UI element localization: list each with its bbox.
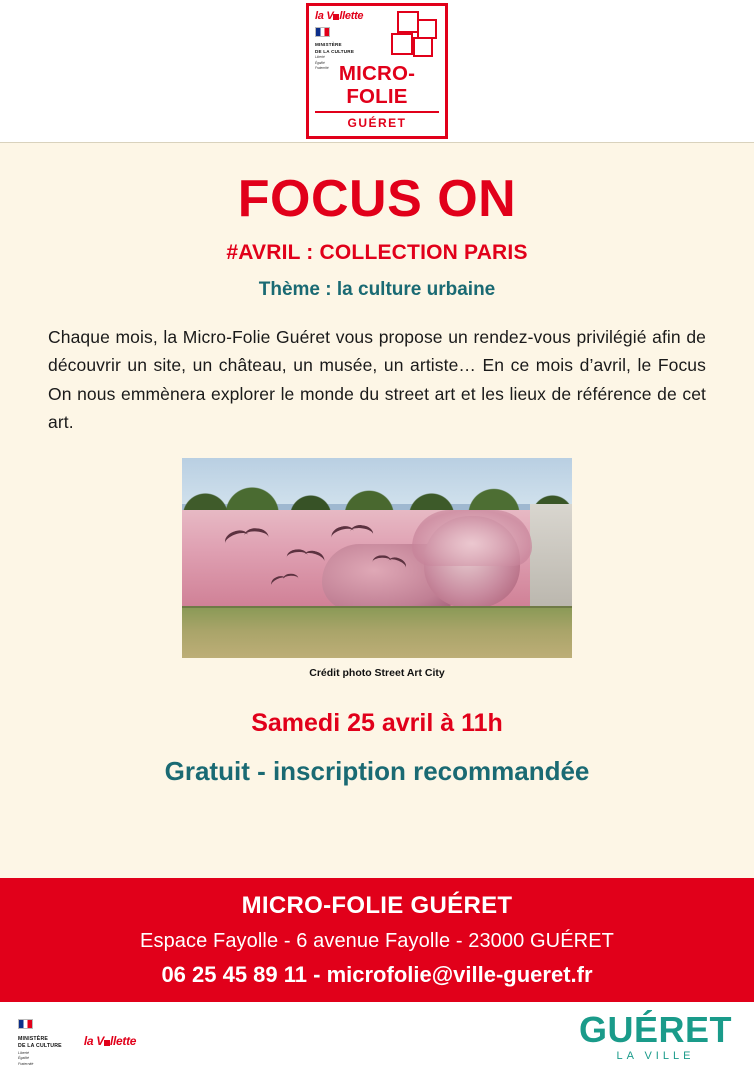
devise-line-2: Égalité: [315, 60, 325, 65]
devise-line-1: Liberté: [315, 55, 325, 60]
logo-top-row: [315, 9, 439, 70]
cubes-icon: [387, 11, 439, 55]
devise-line-3: Fraternité: [18, 1061, 34, 1066]
logo-title: MICRO-FOLIE: [338, 61, 416, 108]
gueret-initial: G: [578, 1009, 608, 1050]
photo-credit: Crédit photo Street Art City: [309, 667, 445, 680]
gueret-name: UÉRET: [607, 1009, 732, 1050]
photo-bird-icon: [286, 543, 326, 566]
logo-divider: [315, 111, 439, 113]
page-subtitle: #AVRIL : COLLECTION PARIS: [226, 241, 528, 264]
footer-address: Espace Fayolle - 6 avenue Fayolle - 23000 GUÉRET: [140, 930, 614, 952]
footer-venue-name: MICRO-FOLIE GUÉRET: [241, 892, 513, 919]
la-villette-wordmark: la V llette: [315, 9, 364, 22]
footer-contact: 06 25 45 89 11 - microfolie@ville-gueret.fr: [161, 962, 593, 987]
french-flag-icon: [18, 1019, 33, 1029]
partner-logos-bar: [0, 1002, 754, 1080]
event-date: Samedi 25 avril à 11h: [251, 709, 503, 738]
page-title: FOCUS ON: [237, 170, 517, 228]
description-paragraph: Chaque mois, la Micro-Folie Guéret vous propose un rendez-vous privilégié afin de découvrir un site, un château, un musée, un artiste… En ce mois d’avril, le Focus On nous emmènera explorer le monde du street art et les lieux de référence de cet art.: [48, 327, 706, 433]
devise-line-1: Liberté: [18, 1050, 29, 1055]
devise-line-3: Fraternité: [315, 65, 329, 70]
photo-grass: [182, 608, 572, 658]
photo-bird-icon: [223, 520, 270, 548]
photo-block: [182, 458, 572, 679]
gueret-city-logo: [578, 1009, 732, 1062]
partner-logos-left: [18, 1015, 136, 1066]
french-flag-icon: [315, 27, 330, 37]
ministry-logo-small: [18, 1015, 62, 1066]
micro-folie-logo: [306, 3, 448, 139]
gueret-tagline: LA VILLE: [616, 1050, 695, 1062]
header: [0, 0, 754, 142]
contact-footer: [0, 878, 754, 1002]
photo-building-right: [530, 504, 572, 614]
street-art-photo: [182, 458, 572, 658]
logo-subtitle: GUÉRET: [347, 116, 407, 131]
main-content: [0, 143, 754, 875]
devise-line-2: Égalité: [18, 1056, 29, 1061]
ministry-line-1: MINISTÈRE: [18, 1035, 49, 1042]
ministry-line-1: MINISTÈRE: [315, 41, 342, 47]
ministry-line-2: DE LA CULTURE: [315, 48, 355, 54]
photo-bird-icon: [330, 518, 373, 542]
photo-mural-hair: [412, 510, 532, 566]
gueret-wordmark: [578, 1009, 732, 1050]
theme-line: Thème : la culture urbaine: [258, 279, 496, 300]
ministry-line-2: DE LA CULTURE: [18, 1043, 62, 1050]
event-price: Gratuit - inscription recommandée: [164, 756, 590, 787]
la-villette-logo-small: la V llette: [83, 1033, 137, 1048]
